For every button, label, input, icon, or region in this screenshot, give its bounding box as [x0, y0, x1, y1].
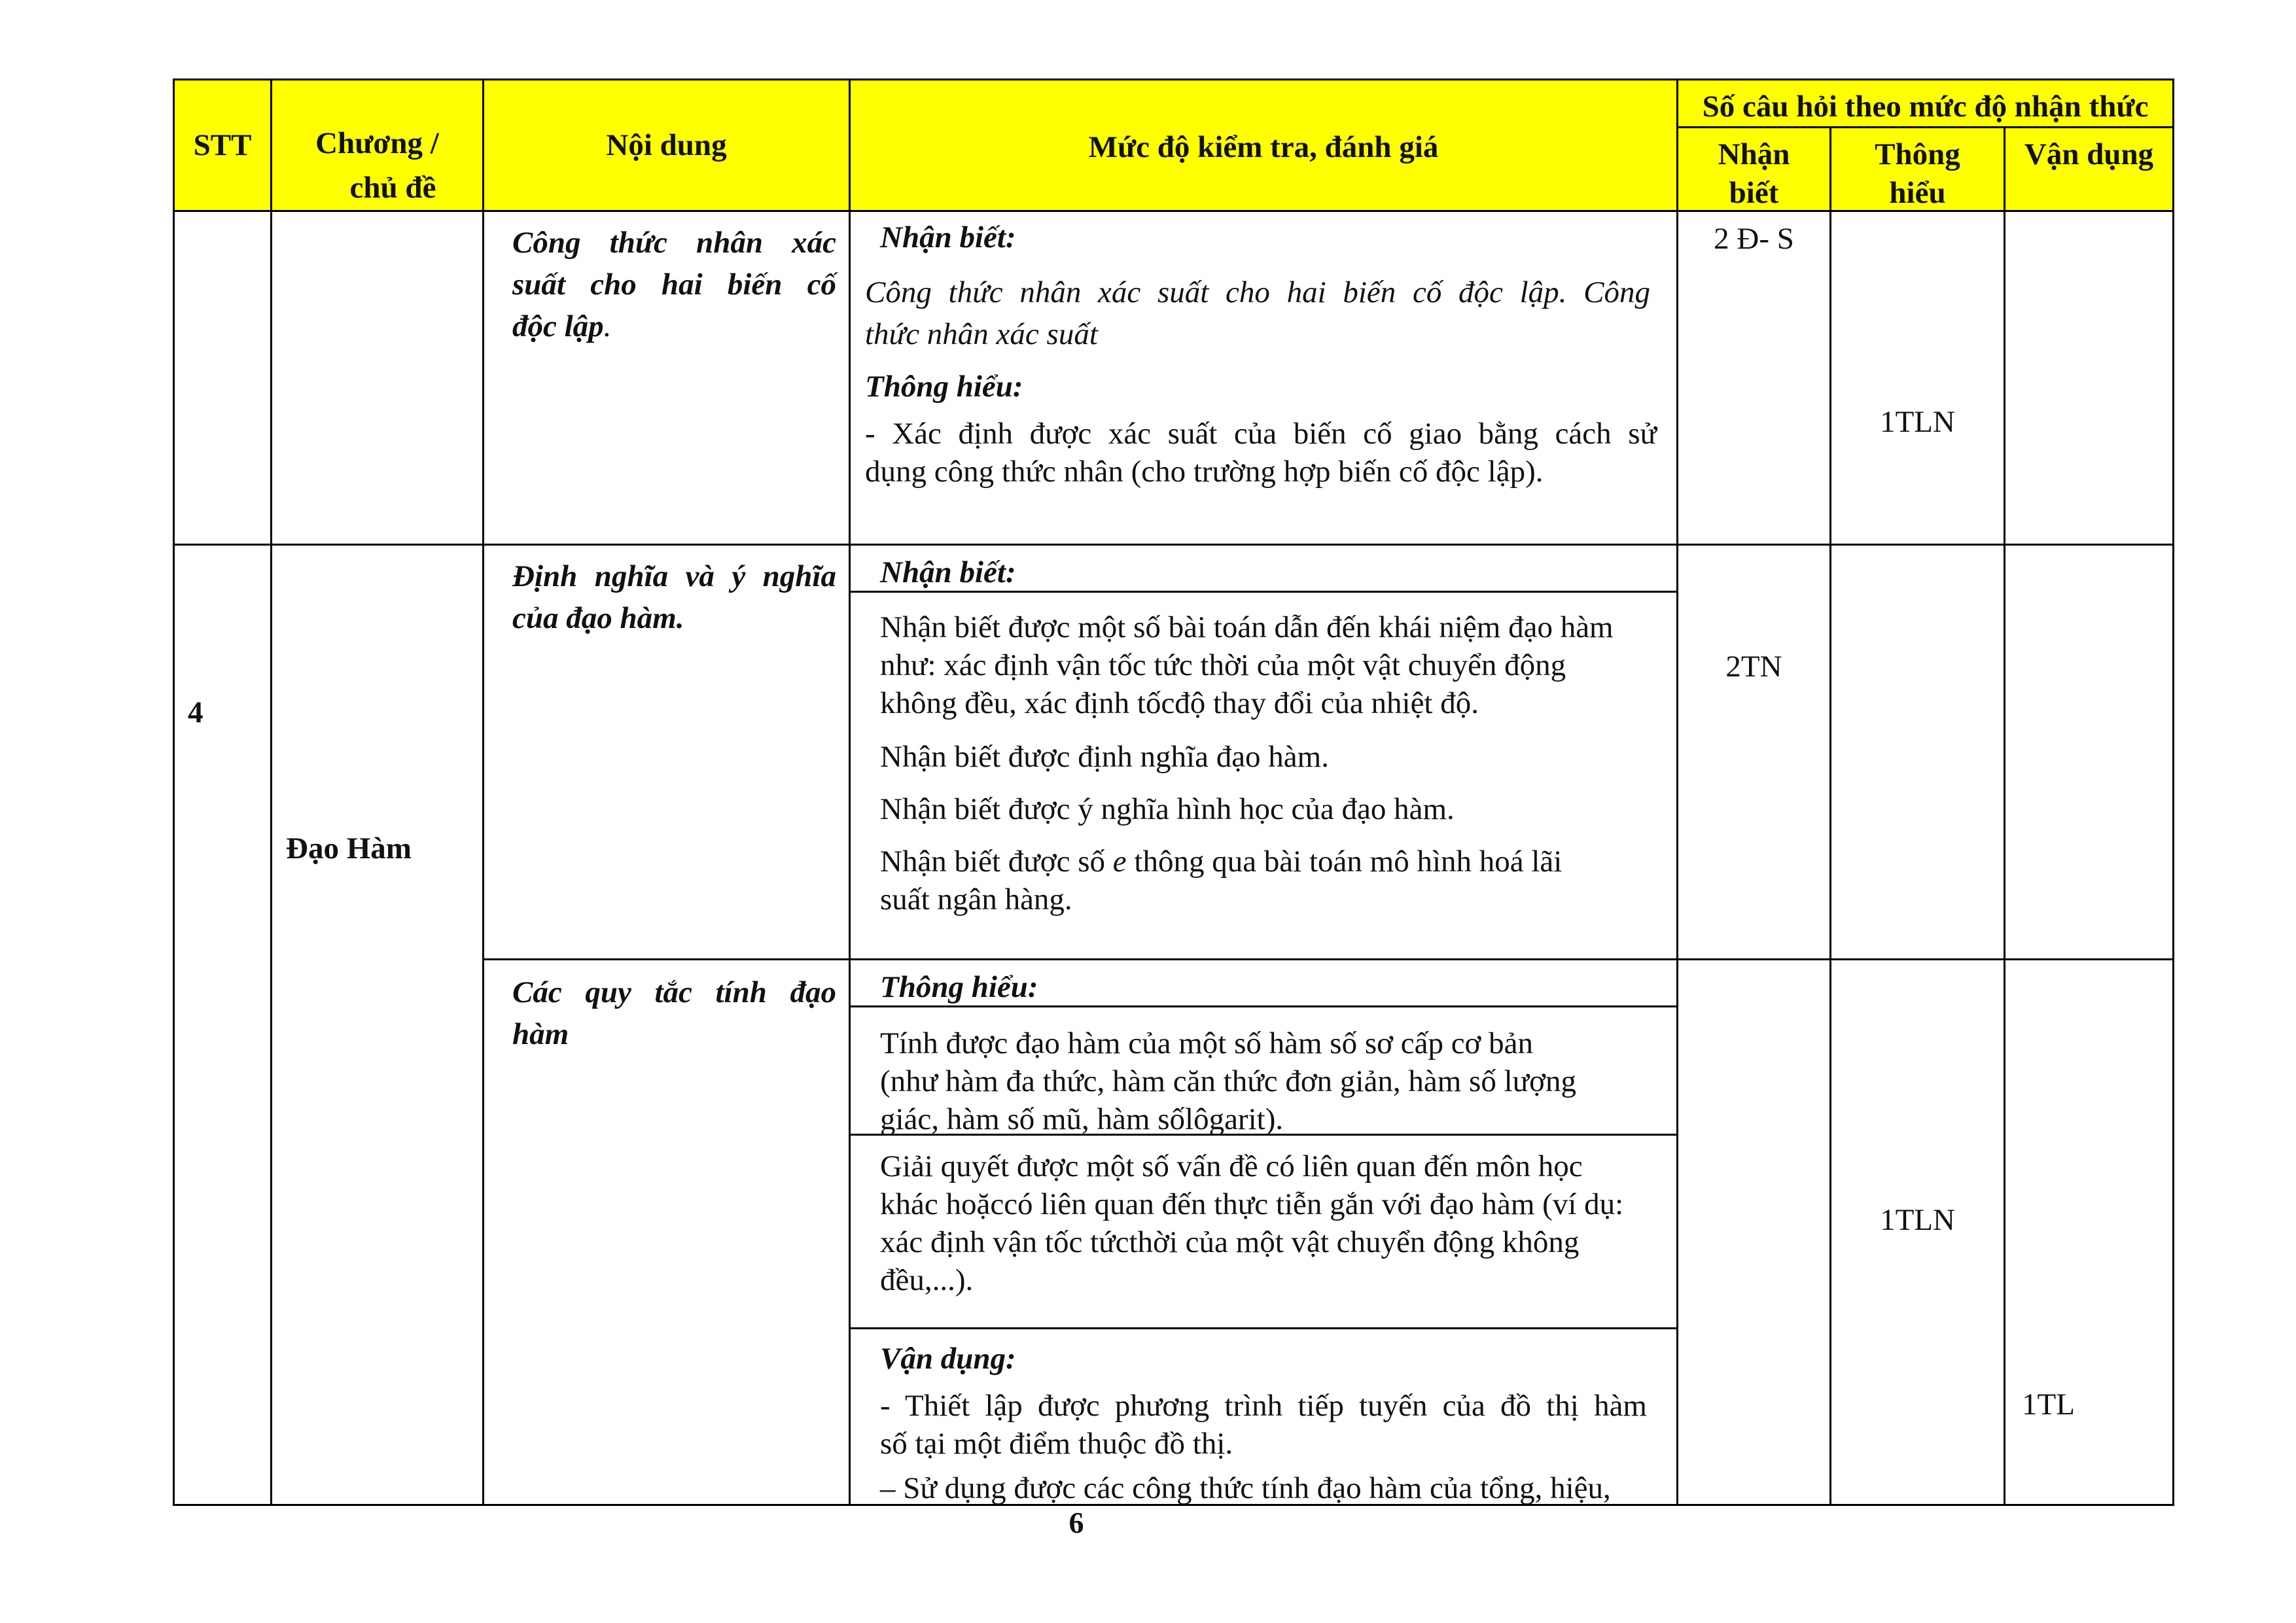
- prob-content-line3: [512, 307, 611, 345]
- deriv-vd-label: Vận dụng:: [880, 1342, 1016, 1376]
- deriv-nb-line4-pre: Nhận biết được số: [880, 845, 1113, 879]
- deriv-content1-line2: của đạo hàm.: [512, 601, 684, 635]
- prob-content-line3-text: độc lập: [512, 309, 604, 343]
- col-divider-stt: [270, 79, 272, 1506]
- col-divider-content: [849, 79, 851, 1506]
- prob-count-th: 1TLN: [1880, 405, 1955, 439]
- header-subrow-line: [1678, 126, 2174, 128]
- deriv-count-nb: 2TN: [1725, 650, 1782, 684]
- deriv-nb-line3: Nhận biết được ý nghĩa hình học của đạo hàm.: [880, 792, 1455, 826]
- deriv-th-block2-line4: đều,...).: [880, 1263, 974, 1297]
- deriv-topic: Đạo Hàm: [286, 831, 412, 865]
- header-van-dung: Vận dụng: [2024, 137, 2154, 171]
- deriv-th-block1-line3: giác, hàm số mũ, hàm sốlôgarit).: [880, 1102, 1284, 1136]
- table-border-right: [2172, 79, 2174, 1506]
- col-divider-level: [1676, 79, 1678, 1506]
- deriv-th-block2-line1: Giải quyết được một số vấn đề có liên quan đến môn học: [880, 1149, 1583, 1183]
- prob-content-tail: .: [603, 309, 612, 343]
- deriv-nb-block1-line3: không đều, xác định tốcđộ thay đổi của nhiệt độ.: [880, 686, 1479, 720]
- page-number: 6: [1069, 1506, 1084, 1539]
- deriv-th-label: Thông hiểu:: [880, 970, 1038, 1004]
- deriv-content1-line1: Định nghĩa và ý nghĩa: [512, 559, 836, 593]
- vd-block-divider: [850, 1327, 1678, 1329]
- prob-nb-line1: Công thức nhân xác suất cho hai biến cố độc lập. Công: [865, 275, 1650, 309]
- deriv-nb-label: Nhận biết:: [880, 555, 1016, 589]
- deriv-nb-block1-line2: như: xác định vận tốc tức thời của một vật chuyển động: [880, 648, 1566, 682]
- prob-th-line2: dụng công thức nhân (cho trường hợp biến cố độc lập).: [865, 455, 1544, 489]
- col-divider-th: [2004, 126, 2005, 1506]
- prob-count-nb: 2 Đ- S: [1714, 222, 1794, 256]
- prob-content-line2: suất cho hai biến cố: [512, 268, 836, 302]
- header-nhan-biet-line2: biết: [1729, 176, 1779, 210]
- deriv-th-block2-line2: khác hoặccó liên quan đến thực tiễn gắn với đạo hàm (ví dụ:: [880, 1187, 1624, 1221]
- deriv-nb-line5: suất ngân hàng.: [880, 882, 1072, 916]
- header-so-cau: Số câu hỏi theo mức độ nhận thức: [1702, 90, 2149, 124]
- deriv-stt: 4: [188, 695, 203, 729]
- prob-content-line1: Công thức nhân xác: [512, 226, 836, 260]
- header-thong-hieu-line1: Thông: [1875, 137, 1960, 171]
- deriv-count-th: 1TLN: [1880, 1203, 1955, 1237]
- deriv-count-vd: 1TL: [2022, 1387, 2075, 1422]
- header-stt: STT: [193, 128, 252, 162]
- header-muc-do: Mức độ kiểm tra, đánh giá: [1088, 130, 1439, 164]
- deriv-content2-line1: Các quy tắc tính đạo: [512, 975, 836, 1009]
- header-chuong-line2: chủ đề: [349, 171, 436, 205]
- deriv-th-block1-line2: (như hàm đa thức, hàm căn thức đơn giản, hàm số lượng: [880, 1064, 1576, 1098]
- table-border-left: [173, 79, 175, 1506]
- deriv-nb-line4: [880, 843, 1562, 881]
- row-divider-deriv-rules: [484, 958, 2174, 960]
- header-nhan-biet-line1: Nhận: [1718, 137, 1790, 171]
- deriv-vd-line2: số tại một điểm thuộc đồ thị.: [880, 1427, 1233, 1461]
- row-divider-prob-deriv: [173, 544, 2174, 546]
- prob-th-label: Thông hiểu:: [865, 370, 1023, 404]
- deriv-content2-line2: hàm: [512, 1017, 569, 1051]
- header-thong-hieu-line2: hiểu: [1889, 176, 1946, 210]
- col-divider-topic: [482, 79, 484, 1506]
- deriv-nb-line2: Nhận biết được định nghĩa đạo hàm.: [880, 740, 1329, 774]
- header-chuong-line1: Chương /: [315, 126, 439, 160]
- deriv-th-block1-line1: Tính được đạo hàm của một số hàm số sơ cấp cơ bản: [880, 1026, 1534, 1060]
- prob-th-line1: - Xác định được xác suất của biến cố giao bằng cách sử: [865, 417, 1657, 451]
- deriv-nb-block1-line1: Nhận biết được một số bài toán dẫn đến khái niệm đạo hàm: [880, 610, 1614, 644]
- prob-nb-line2: thức nhân xác suất: [865, 317, 1098, 351]
- deriv-vd-line3: – Sử dụng được các công thức tính đạo hàm của tổng, hiệu,: [880, 1471, 1611, 1505]
- deriv-th-block2-line3: xác định vận tốc tứcthời của một vật chuyển động không: [880, 1225, 1580, 1259]
- deriv-nb-line4-post: thông qua bài toán mô hình hoá lãi: [1126, 845, 1563, 879]
- header-noi-dung: Nội dung: [606, 128, 727, 162]
- col-divider-nb: [1829, 126, 1831, 1506]
- deriv-vd-line1: - Thiết lập được phương trình tiếp tuyến của đồ thị hàm: [880, 1389, 1647, 1423]
- deriv-nb-line4-e: e: [1112, 845, 1127, 879]
- table-border-top: [173, 79, 2174, 80]
- prob-nb-label: Nhận biết:: [880, 220, 1016, 254]
